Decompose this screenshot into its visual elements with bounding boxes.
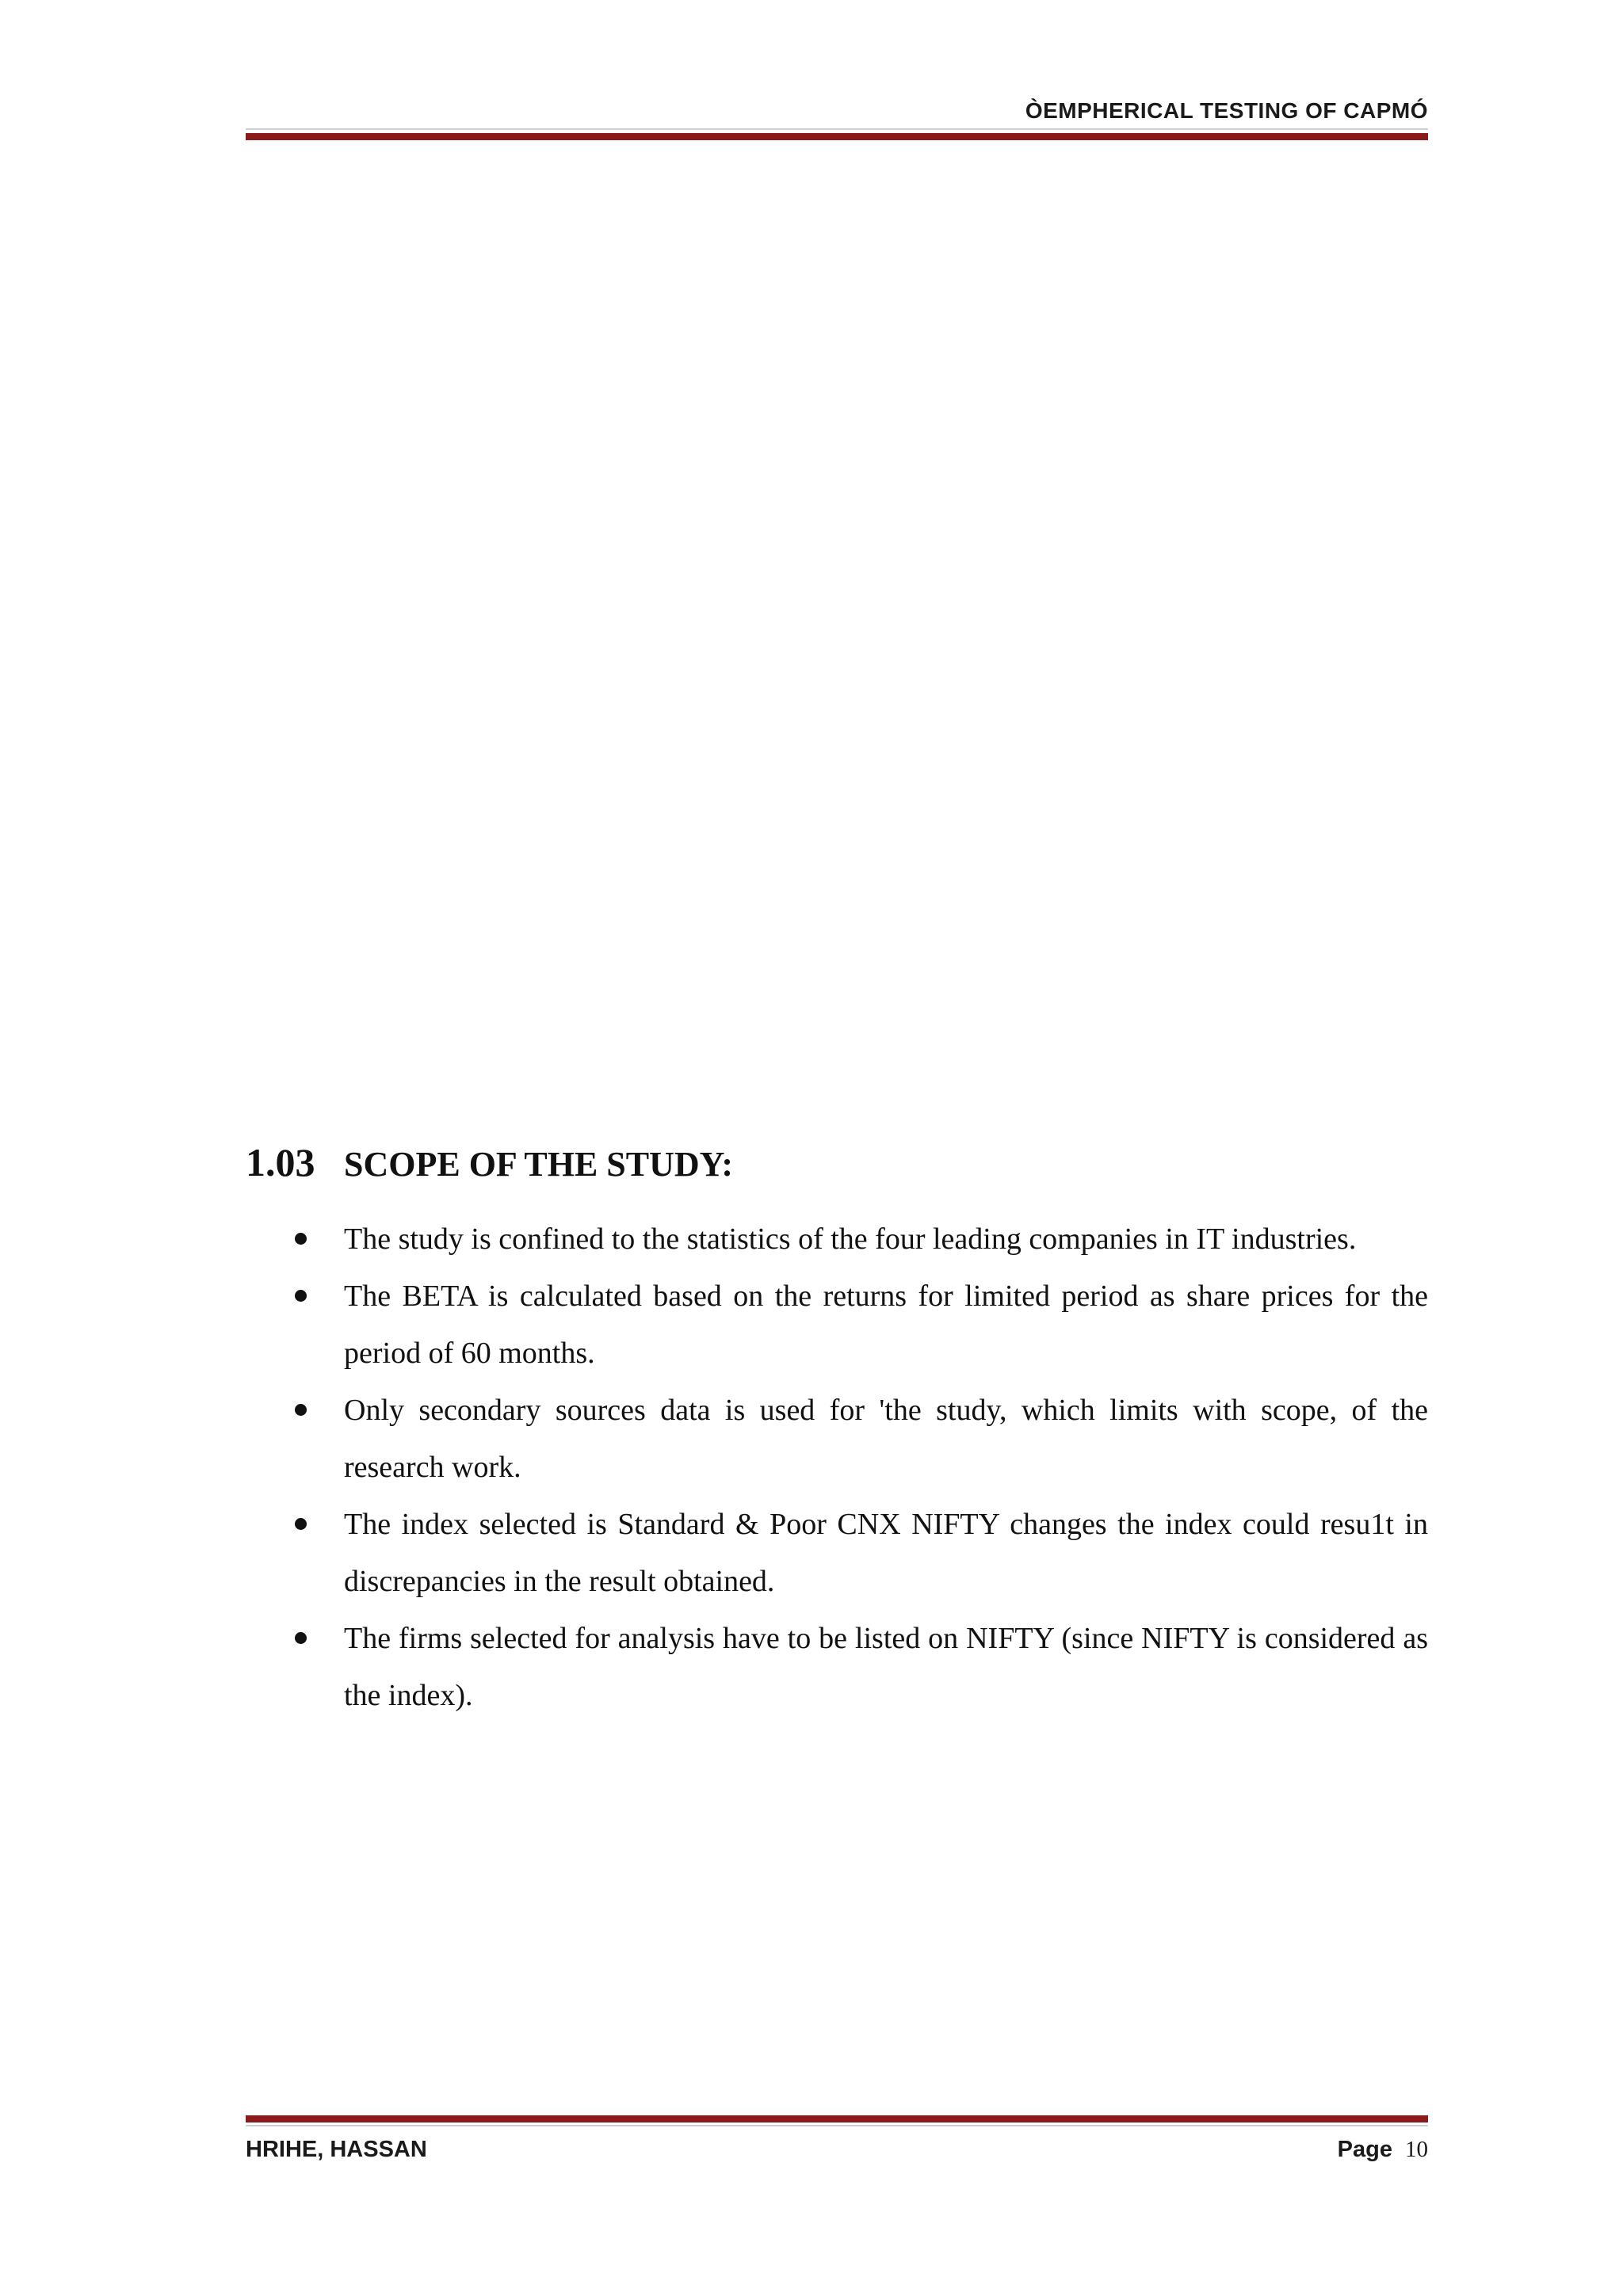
header-divider-accent — [246, 133, 1428, 140]
list-item-text: The index selected is Standard & Poor CNX NIFTY changes the index could resu1t in discrepancies in the result obtained. — [344, 1508, 1428, 1598]
list-item — [246, 1382, 1428, 1496]
running-header-title: ÒEMPHERICAL TESTING OF CAPMÓ — [1025, 98, 1428, 123]
section-heading — [246, 1139, 1428, 1195]
list-item — [246, 1268, 1428, 1382]
list-item-text: The firms selected for analysis have to be listed on NIFTY (since NIFTY is considered as the index). — [344, 1622, 1428, 1712]
bullet-icon — [295, 1404, 307, 1416]
list-item — [246, 1610, 1428, 1724]
bullet-icon — [295, 1632, 307, 1644]
list-item — [246, 1496, 1428, 1610]
scope-bullet-list — [246, 1211, 1428, 1724]
list-item-text: The study is confined to the statistics of the four leading companies in IT industries. — [344, 1222, 1357, 1256]
page-number: 10 — [1405, 2137, 1428, 2162]
footer-author: HRIHE, HASSAN — [246, 2137, 427, 2162]
footer-divider-accent — [246, 2115, 1428, 2122]
bullet-icon — [295, 1233, 307, 1245]
header-divider-thin — [246, 128, 1428, 130]
scope-section — [246, 1139, 1428, 1724]
bullet-icon — [295, 1290, 307, 1302]
list-item-text: The BETA is calculated based on the returns for limited period as share prices for the period of 60 months. — [344, 1280, 1428, 1370]
page-number-block — [1338, 2137, 1428, 2163]
section-number: 1.03 — [246, 1140, 315, 1184]
page-label: Page — [1337, 2137, 1392, 2162]
bullet-icon — [295, 1518, 307, 1530]
footer-divider-thin — [246, 2125, 1428, 2126]
list-item — [246, 1211, 1428, 1268]
list-item-text: Only secondary sources data is used for 'the study, which limits with scope, of the research work. — [344, 1394, 1428, 1484]
section-title: SCOPE OF THE STUDY: — [344, 1145, 734, 1184]
